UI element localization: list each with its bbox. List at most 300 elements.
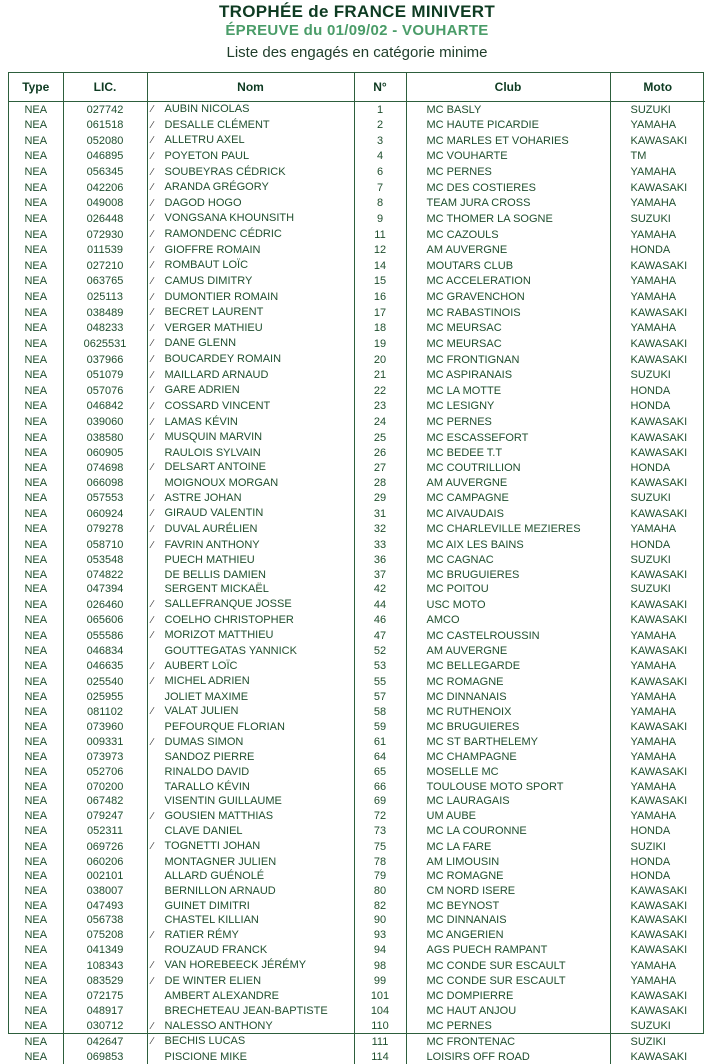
name-cell [147, 1004, 354, 1019]
license-cell: 052080 [63, 133, 147, 149]
license-cell: 027742 [63, 102, 147, 118]
number-cell: 14 [354, 258, 406, 274]
type-cell: NEA [9, 855, 63, 870]
type-cell: NEA [9, 1004, 63, 1019]
club-cell: MC RABASTINOIS [406, 305, 610, 321]
name-text: ROUZAUD FRANCK [165, 944, 268, 956]
check-mark-icon: ∕ [152, 507, 165, 522]
license-cell: 073960 [63, 720, 147, 735]
name-text: PEFOURQUE FLORIAN [165, 721, 285, 733]
check-mark-icon: ∕ [152, 337, 165, 352]
club-cell: MC HAUTE PICARDIE [406, 118, 610, 134]
number-cell: 98 [354, 958, 406, 974]
table-row [9, 794, 705, 809]
type-cell: NEA [9, 243, 63, 259]
table-row [9, 180, 705, 196]
type-cell: NEA [9, 1050, 63, 1064]
club-cell: MC CAGNAC [406, 553, 610, 568]
table-row [9, 211, 705, 227]
column-header-lic: LIC. [63, 73, 147, 102]
number-cell: 78 [354, 855, 406, 870]
table-row [9, 1034, 705, 1050]
number-cell: 72 [354, 809, 406, 825]
club-cell: MC CASTELROUSSIN [406, 628, 610, 644]
type-cell: NEA [9, 180, 63, 196]
check-mark-icon: ∕ [152, 119, 165, 134]
license-cell: 046635 [63, 659, 147, 675]
table-row [9, 780, 705, 795]
table-row [9, 809, 705, 825]
license-cell: 037966 [63, 352, 147, 368]
moto-cell: SUZUKI [610, 102, 705, 118]
license-cell: 042206 [63, 180, 147, 196]
license-cell: 047493 [63, 899, 147, 914]
name-cell [147, 809, 354, 825]
moto-cell: YAMAHA [610, 750, 705, 765]
license-cell: 026448 [63, 211, 147, 227]
name-text: MOIGNOUX MORGAN [165, 477, 279, 489]
name-text: GIRAUD VALENTIN [165, 507, 264, 519]
type-cell: NEA [9, 430, 63, 446]
club-cell: MC CHARLEVILLE MEZIERES [406, 522, 610, 538]
club-cell: MC POITOU [406, 582, 610, 597]
name-cell [147, 582, 354, 597]
moto-cell: KAWASAKI [610, 568, 705, 583]
name-cell [147, 102, 354, 118]
type-cell: NEA [9, 913, 63, 928]
type-cell: NEA [9, 196, 63, 212]
license-cell: 057076 [63, 383, 147, 399]
name-text: DUMAS SIMON [165, 736, 244, 748]
name-text: MUSQUIN MARVIN [165, 431, 263, 443]
name-text: AMBERT ALEXANDRE [165, 990, 280, 1002]
name-cell [147, 476, 354, 491]
number-cell: 61 [354, 735, 406, 751]
name-text: VAN HOREBEECK JÉRÉMY [165, 959, 307, 971]
name-cell [147, 352, 354, 368]
name-cell [147, 446, 354, 461]
name-cell [147, 659, 354, 675]
moto-cell: SUZUKI [610, 368, 705, 384]
check-mark-icon: ∕ [152, 675, 165, 690]
type-cell: NEA [9, 720, 63, 735]
check-mark-icon: ∕ [152, 431, 165, 446]
name-text: TOGNETTI JOHAN [165, 840, 261, 852]
license-cell: 065606 [63, 613, 147, 629]
moto-cell: KAWASAKI [610, 943, 705, 958]
name-text: CHASTEL KILLIAN [165, 914, 259, 926]
name-cell [147, 460, 354, 476]
license-cell: 073973 [63, 750, 147, 765]
number-cell: 2 [354, 118, 406, 134]
club-cell: MC VOUHARTE [406, 149, 610, 165]
type-cell: NEA [9, 305, 63, 321]
type-cell: NEA [9, 659, 63, 675]
number-cell: 4 [354, 149, 406, 165]
moto-cell: SUZUKI [610, 582, 705, 597]
table-row [9, 1050, 705, 1064]
moto-cell: KAWASAKI [610, 913, 705, 928]
moto-cell: KAWASAKI [610, 336, 705, 352]
check-mark-icon: ∕ [152, 103, 165, 118]
club-cell: MC MEURSAC [406, 336, 610, 352]
type-cell: NEA [9, 149, 63, 165]
name-text: GOUTTEGATAS YANNICK [165, 645, 297, 657]
number-cell: 58 [354, 704, 406, 720]
name-text: RATIER RÉMY [165, 929, 239, 941]
club-cell: MOUTARS CLUB [406, 258, 610, 274]
license-cell: 025113 [63, 290, 147, 306]
moto-cell: SUZIKI [610, 1034, 705, 1050]
event-subtitle: ÉPREUVE du 01/09/02 - VOUHARTE [0, 22, 714, 39]
name-text: ALLETRU AXEL [165, 134, 245, 146]
entries-table [9, 73, 705, 1064]
table-row [9, 383, 705, 399]
table-row [9, 613, 705, 629]
club-cell: AGS PUECH RAMPANT [406, 943, 610, 958]
table-row [9, 869, 705, 884]
type-cell: NEA [9, 765, 63, 780]
number-cell: 110 [354, 1019, 406, 1035]
club-cell: MC ASPIRANAIS [406, 368, 610, 384]
name-text: JOLIET MAXIME [165, 691, 249, 703]
license-cell: 072930 [63, 227, 147, 243]
moto-cell: KAWASAKI [610, 305, 705, 321]
table-row [9, 1004, 705, 1019]
number-cell: 6 [354, 165, 406, 181]
name-cell [147, 383, 354, 399]
check-mark-icon: ∕ [152, 492, 165, 507]
number-cell: 93 [354, 928, 406, 944]
name-text: RINALDO DAVID [165, 766, 250, 778]
name-cell [147, 399, 354, 415]
number-cell: 8 [354, 196, 406, 212]
name-cell [147, 928, 354, 944]
moto-cell: KAWASAKI [610, 928, 705, 944]
number-cell: 73 [354, 824, 406, 839]
number-cell: 82 [354, 899, 406, 914]
table-row [9, 258, 705, 274]
moto-cell: YAMAHA [610, 274, 705, 290]
name-text: MORIZOT MATTHIEU [165, 629, 274, 641]
moto-cell: KAWASAKI [610, 644, 705, 659]
table-row [9, 824, 705, 839]
type-cell: NEA [9, 383, 63, 399]
name-text: VALAT JULIEN [165, 705, 239, 717]
club-cell: MC LAURAGAIS [406, 794, 610, 809]
moto-cell: KAWASAKI [610, 1004, 705, 1019]
moto-cell: YAMAHA [610, 290, 705, 306]
number-cell: 3 [354, 133, 406, 149]
name-cell [147, 899, 354, 914]
table-row [9, 243, 705, 259]
check-mark-icon: ∕ [152, 705, 165, 720]
check-mark-icon: ∕ [152, 322, 165, 337]
number-cell: 28 [354, 476, 406, 491]
name-cell [147, 196, 354, 212]
club-cell: MC DINNANAIS [406, 913, 610, 928]
moto-cell: KAWASAKI [610, 597, 705, 613]
license-cell: 069726 [63, 839, 147, 855]
table-row [9, 974, 705, 990]
club-cell: MC AIVAUDAIS [406, 506, 610, 522]
document-title: TROPHÉE de FRANCE MINIVERT [0, 2, 714, 22]
club-cell: MC DINNANAIS [406, 690, 610, 705]
type-cell: NEA [9, 674, 63, 690]
name-text: AUBERT LOÏC [165, 660, 238, 672]
type-cell: NEA [9, 399, 63, 415]
club-cell: AM LIMOUSIN [406, 855, 610, 870]
moto-cell: YAMAHA [610, 659, 705, 675]
type-cell: NEA [9, 506, 63, 522]
check-mark-icon: ∕ [152, 353, 165, 368]
club-cell: TOULOUSE MOTO SPORT [406, 780, 610, 795]
type-cell: NEA [9, 989, 63, 1004]
check-mark-icon: ∕ [152, 291, 165, 306]
number-cell: 22 [354, 383, 406, 399]
name-cell [147, 765, 354, 780]
name-cell [147, 674, 354, 690]
name-text: DUVAL AURÉLIEN [165, 523, 258, 535]
type-cell: NEA [9, 884, 63, 899]
moto-cell: YAMAHA [610, 704, 705, 720]
type-cell: NEA [9, 899, 63, 914]
table-row [9, 597, 705, 613]
club-cell: MC PERNES [406, 165, 610, 181]
name-text: DE WINTER ELIEN [165, 975, 262, 987]
table-body [9, 102, 705, 1064]
name-text: PUECH MATHIEU [165, 554, 255, 566]
check-mark-icon: ∕ [152, 598, 165, 613]
club-cell: MC ROMAGNE [406, 869, 610, 884]
license-cell: 009331 [63, 735, 147, 751]
name-cell [147, 1050, 354, 1064]
name-text: COSSARD VINCENT [165, 400, 271, 412]
table-row [9, 855, 705, 870]
check-mark-icon: ∕ [152, 1035, 165, 1050]
number-cell: 24 [354, 415, 406, 431]
name-cell [147, 430, 354, 446]
name-cell [147, 149, 354, 165]
type-cell: NEA [9, 476, 63, 491]
type-cell: NEA [9, 824, 63, 839]
name-cell [147, 613, 354, 629]
number-cell: 59 [354, 720, 406, 735]
name-cell [147, 780, 354, 795]
moto-cell: YAMAHA [610, 522, 705, 538]
table-row [9, 958, 705, 974]
club-cell: MC PERNES [406, 415, 610, 431]
club-cell: MC HAUT ANJOU [406, 1004, 610, 1019]
check-mark-icon: ∕ [152, 660, 165, 675]
number-cell: 44 [354, 597, 406, 613]
check-mark-icon: ∕ [152, 629, 165, 644]
moto-cell: SUZUKI [610, 553, 705, 568]
table-row [9, 430, 705, 446]
name-text: NALESSO ANTHONY [165, 1020, 273, 1032]
moto-cell: HONDA [610, 869, 705, 884]
license-cell: 027210 [63, 258, 147, 274]
club-cell: MC MARLES ET VOHARIES [406, 133, 610, 149]
club-cell: MC LESIGNY [406, 399, 610, 415]
check-mark-icon: ∕ [152, 959, 165, 974]
type-cell: NEA [9, 628, 63, 644]
table-row [9, 568, 705, 583]
moto-cell: KAWASAKI [610, 989, 705, 1004]
name-text: ASTRE JOHAN [165, 492, 242, 504]
check-mark-icon: ∕ [152, 400, 165, 415]
name-text: MAILLARD ARNAUD [165, 369, 269, 381]
moto-cell: KAWASAKI [610, 899, 705, 914]
type-cell: NEA [9, 869, 63, 884]
name-text: SOUBEYRAS CÉDRICK [165, 166, 286, 178]
number-cell: 1 [354, 102, 406, 118]
license-cell: 063765 [63, 274, 147, 290]
name-text: VISENTIN GUILLAUME [165, 795, 282, 807]
moto-cell: YAMAHA [610, 958, 705, 974]
check-mark-icon: ∕ [152, 461, 165, 476]
check-mark-icon: ∕ [152, 306, 165, 321]
number-cell: 104 [354, 1004, 406, 1019]
moto-cell: KAWASAKI [610, 1050, 705, 1064]
table-row [9, 196, 705, 212]
number-cell: 55 [354, 674, 406, 690]
moto-cell: HONDA [610, 243, 705, 259]
license-cell: 067482 [63, 794, 147, 809]
name-cell [147, 211, 354, 227]
license-cell: 058710 [63, 538, 147, 554]
column-header-club: Club [406, 73, 610, 102]
table-row [9, 884, 705, 899]
check-mark-icon: ∕ [152, 614, 165, 629]
number-cell: 64 [354, 750, 406, 765]
column-header-nom: Nom [147, 73, 354, 102]
name-text: GOUSIEN MATTHIAS [165, 810, 274, 822]
club-cell: MC BEDEE T.T [406, 446, 610, 461]
type-cell: NEA [9, 553, 63, 568]
table-row [9, 735, 705, 751]
name-cell [147, 884, 354, 899]
number-cell: 7 [354, 180, 406, 196]
moto-cell: HONDA [610, 399, 705, 415]
column-header-num: N° [354, 73, 406, 102]
list-caption: Liste des engagés en catégorie minime [0, 44, 714, 61]
name-cell [147, 506, 354, 522]
license-cell: 030712 [63, 1019, 147, 1035]
type-cell: NEA [9, 336, 63, 352]
number-cell: 69 [354, 794, 406, 809]
name-text: BECRET LAURENT [165, 306, 264, 318]
moto-cell: KAWASAKI [610, 180, 705, 196]
club-cell: MC LA FARE [406, 839, 610, 855]
number-cell: 101 [354, 989, 406, 1004]
table-row [9, 165, 705, 181]
table-row [9, 102, 705, 118]
type-cell: NEA [9, 368, 63, 384]
moto-cell: YAMAHA [610, 780, 705, 795]
name-text: GARE ADRIEN [165, 384, 240, 396]
table-row [9, 522, 705, 538]
moto-cell: SUZUKI [610, 491, 705, 507]
entries-table-frame [8, 72, 704, 1034]
moto-cell: HONDA [610, 460, 705, 476]
license-cell: 057553 [63, 491, 147, 507]
number-cell: 32 [354, 522, 406, 538]
club-cell: MC ANGERIEN [406, 928, 610, 944]
number-cell: 18 [354, 321, 406, 337]
club-cell: MOSELLE MC [406, 765, 610, 780]
type-cell: NEA [9, 582, 63, 597]
moto-cell: TM [610, 149, 705, 165]
number-cell: 31 [354, 506, 406, 522]
license-cell: 075208 [63, 928, 147, 944]
name-cell [147, 415, 354, 431]
name-text: DESALLE CLÉMENT [165, 119, 270, 131]
number-cell: 42 [354, 582, 406, 597]
club-cell: MC BASLY [406, 102, 610, 118]
license-cell: 060924 [63, 506, 147, 522]
name-text: MICHEL ADRIEN [165, 675, 250, 687]
club-cell: LOISIRS OFF ROAD [406, 1050, 610, 1064]
license-cell: 069853 [63, 1050, 147, 1064]
name-text: POYETON PAUL [165, 150, 250, 162]
license-cell: 038489 [63, 305, 147, 321]
license-cell: 079278 [63, 522, 147, 538]
number-cell: 12 [354, 243, 406, 259]
license-cell: 061518 [63, 118, 147, 134]
name-cell [147, 989, 354, 1004]
moto-cell: SUZUKI [610, 1019, 705, 1035]
license-cell: 048233 [63, 321, 147, 337]
name-text: FAVRIN ANTHONY [165, 539, 260, 551]
club-cell: MC CHAMPAGNE [406, 750, 610, 765]
type-cell: NEA [9, 415, 63, 431]
moto-cell: KAWASAKI [610, 352, 705, 368]
club-cell: MC MEURSAC [406, 321, 610, 337]
check-mark-icon: ∕ [152, 810, 165, 825]
type-cell: NEA [9, 227, 63, 243]
column-header-moto: Moto [610, 73, 705, 102]
moto-cell: YAMAHA [610, 196, 705, 212]
type-cell: NEA [9, 928, 63, 944]
license-cell: 052706 [63, 765, 147, 780]
license-cell: 048917 [63, 1004, 147, 1019]
number-cell: 21 [354, 368, 406, 384]
name-cell [147, 274, 354, 290]
table-header-row [9, 73, 705, 102]
name-text: VONGSANA KHOUNSITH [165, 212, 295, 224]
moto-cell: KAWASAKI [610, 613, 705, 629]
name-text: CAMUS DIMITRY [165, 275, 253, 287]
name-cell [147, 1019, 354, 1035]
moto-cell: KAWASAKI [610, 884, 705, 899]
name-cell [147, 118, 354, 134]
table-row [9, 476, 705, 491]
club-cell: MC ACCELERATION [406, 274, 610, 290]
license-cell: 060905 [63, 446, 147, 461]
moto-cell: KAWASAKI [610, 258, 705, 274]
table-row [9, 368, 705, 384]
license-cell: 046842 [63, 399, 147, 415]
table-row [9, 913, 705, 928]
type-cell: NEA [9, 690, 63, 705]
name-cell [147, 794, 354, 809]
name-cell [147, 943, 354, 958]
name-cell [147, 628, 354, 644]
number-cell: 25 [354, 430, 406, 446]
type-cell: NEA [9, 597, 63, 613]
number-cell: 90 [354, 913, 406, 928]
